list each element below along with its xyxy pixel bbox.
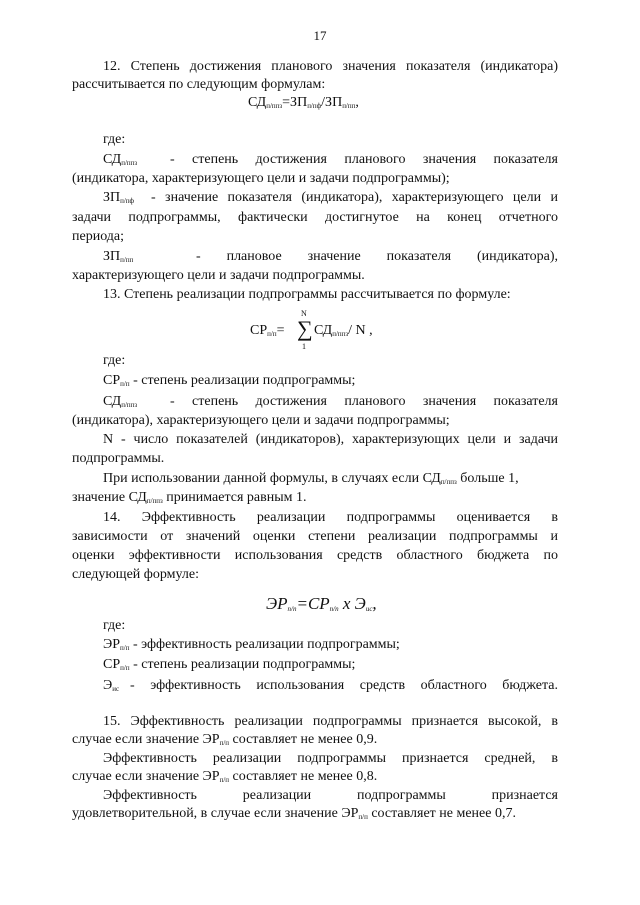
sum-upper-limit: N: [301, 309, 307, 318]
p14-er-row: $ЭР_{п/п}$ - эффективность реализации подпрограммы;: [103, 637, 400, 652]
p14-sr-row: $СР_{п/п}$ - степень реализации подпрограммы;: [103, 657, 356, 672]
p15-line6: удовлетворительной, в случае если значение $ЭР_{п/п}$ составляет не менее 0,7.: [72, 806, 516, 821]
p15-line5: Эффективность реализации подпрограммы признается: [103, 788, 558, 803]
p12-zpp-label: $ЗП_{п/пп}$: [103, 249, 134, 264]
p12-cd-label: $СД_{п/ппз}$: [103, 152, 138, 167]
p15-line3: Эффективность реализации подпрограммы признается средней, в: [103, 751, 558, 766]
formula-er: $ЭР_{п/п}=СР_{п/п}$ х $Э_{ис}$,: [266, 594, 377, 613]
sum-sign: ∑: [297, 316, 313, 341]
p12-line2: рассчитывается по следующим формулам:: [72, 77, 326, 92]
p15-line4: случае если значение $ЭР_{п/п}$ составляет не менее 0,8.: [72, 769, 378, 784]
p12-cd-line1: - степень достижения планового значения показателя: [170, 152, 558, 167]
p13-line1: 13. Степень реализации подпрограммы рассчитывается по формуле:: [103, 287, 511, 302]
p14-line3: оценки эффективности использования средств областного бюджета по: [72, 548, 558, 563]
p13-n-line1: N - число показателей (индикаторов), характеризующих цели и задачи: [103, 432, 558, 447]
p12-gde: где:: [103, 132, 126, 147]
p14-line2: зависимости от значений оценки степени реализации подпрограммы и: [72, 529, 558, 544]
p12-zpf-line3: периода;: [72, 229, 125, 244]
p12-zpp-line1: - плановое значение показателя (индикатора),: [196, 249, 558, 264]
p15-line2: случае если значение $ЭР_{п/п}$ составляет не менее 0,9.: [72, 732, 378, 747]
p12-zpf-line1: - значение показателя (индикатора), характеризующего цели и: [151, 190, 558, 205]
p13-n-line2: подпрограммы.: [72, 451, 165, 466]
p14-line4: следующей формуле:: [72, 567, 199, 582]
p13-gde: где:: [103, 353, 126, 368]
p13-use-line2: значение $СД_{п/ппз}$ принимается равным 1.: [72, 490, 307, 505]
p13-use-line1: При использовании данной формулы, в случаях если $СД_{п/ппз}$ больше 1,: [103, 471, 519, 486]
p12-zpf-line2: задачи подпрограммы, фактически достигнутое на конец отчетного: [72, 210, 558, 225]
p13-sr-row: $СР_{п/п}$ - степень реализации подпрограммы;: [103, 373, 356, 388]
p15-line1: 15. Эффективность реализации подпрограммы признается высокой, в: [103, 714, 558, 729]
p14-e-text: - эффективность использования средств областного бюджета.: [130, 678, 558, 693]
formula-sr-left: $СР_{п/п}=$: [250, 323, 285, 338]
p13-cd-line2: (индикатора), характеризующего цели и задачи подпрограммы;: [72, 413, 450, 428]
p13-cd-label: $СД_{п/ппз}$: [103, 394, 138, 409]
p14-e-label: $Э_{ис}$: [103, 678, 120, 693]
p12-cd-line2: (индикатора, характеризующего цели и задачи подпрограммы);: [72, 171, 450, 186]
p12-line1: 12. Степень достижения планового значения показателя (индикатора): [103, 59, 558, 74]
p13-cd-line1: - степень достижения планового значения показателя: [170, 394, 558, 409]
p12-zpf-label: $ЗП_{п/пф}$: [103, 190, 135, 205]
formula-cd: $СД_{п/ппз}=ЗП_{п/пф}/ЗП_{п/пп}$,: [248, 95, 359, 110]
page-number: 17: [313, 28, 327, 43]
p12-zpp-line2: характеризующего цели и задачи подпрограммы.: [72, 268, 365, 283]
p14-gde: где:: [103, 618, 126, 633]
p14-line1: 14. Эффективность реализации подпрограммы оценивается в: [103, 510, 558, 525]
sum-lower-limit: 1: [302, 342, 306, 351]
formula-sr-right: $СД_{п/ппз}/$ N ,: [314, 323, 373, 338]
